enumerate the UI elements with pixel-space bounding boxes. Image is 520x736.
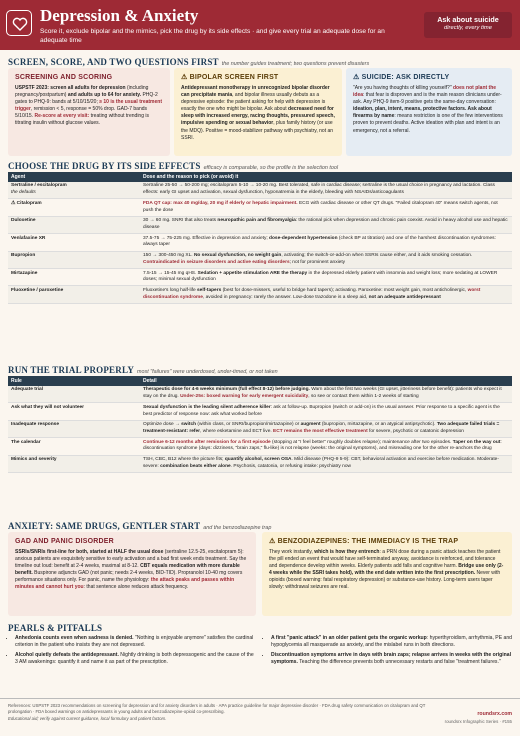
column-header: Detail bbox=[140, 376, 512, 386]
table-row: Mimics and severity TSH, CBC, B12 where the picture fits; quantify alcohol, screen OSA. Mild disease (PHQ-9 5-9): CBT, behavioral activation and exercise before medication. Moderate-severe: combination beats either alone. Psychosis, catatonia, or refusing intake: psychiatry now bbox=[8, 455, 512, 472]
callout-subtitle: directly, every time bbox=[444, 24, 492, 31]
table-row: ⚠ Citalopram FDA QT cap: max 40 mg/day, 20 mg if elderly or hepatic impairment. ECG with cardiac disease or other QT drugs. "Failed citalopram 40" means switch agents, not push the dose bbox=[8, 199, 512, 216]
page-title: Depression & Anxiety bbox=[40, 6, 199, 25]
warning-icon: ⚠ bbox=[11, 200, 17, 206]
page-header bbox=[0, 0, 520, 50]
table-row: Duloxetine 30 → 60 mg. SNRI that also treats neuropathic pain and fibromyalgia: the rational pick when depression and chronic pain coexist. Avoid in heavy alcohol use and hepatic disease bbox=[8, 216, 512, 233]
table-row: Adequate trial Therapeutic dose for 4-6 weeks minimum (full effect 8-12) before judging. Warn about the first two weeks (GI upset, jitteriness before benefit): patients who expect it stay on the drug. Under-25s: boxed warning for early emergent suicidality, so see or contact them within 1-2 weeks of starting bbox=[8, 386, 512, 403]
suicide-callout bbox=[424, 12, 512, 38]
section-trial-heading: RUN THE TRIAL PROPERLY most "failures" were underdosed, under-timed, or not taken bbox=[8, 365, 278, 375]
card-body: They work instantly, which is how they entrench: a PRN dose during a panic attack teaches the patient the pill ended an event that would have self-terminated anyway, avoidance is reinforced, and tolerance and dependence develop within weeks. Elderly patients add falls and cognitive harm. Bridge use only (2-4 weeks while the SSRI takes hold), with the end date written into the first prescription. Never with opioids (boxed warning: fatal respiratory depression) or substance-use history. Long-term users taper slowly: withdrawal seizures are real. bbox=[269, 548, 504, 591]
references: References: USPSTF 2023 recommendations on screening for depression and for anxiety disorders in adults · APA practice guideline for major depressive disorder · FDA drug safety communication on citalopram and QT prolongation · FDA boxed warnings on antidepressants in young adults and benzodiazepine-opioid co-prescribing. bbox=[8, 703, 426, 715]
card-gad-panic bbox=[8, 532, 256, 616]
card-title: ⚠ SUICIDE: ASK DIRECTLY bbox=[353, 74, 450, 81]
page-footer bbox=[0, 698, 520, 736]
disclaimer: Educational aid; verify against current guidance, local formulary and patient factors. bbox=[8, 715, 167, 721]
list-item: • Alcohol quietly defeats the antidepressant. Nightly drinking is both depressogenic and the cause of the 3 AM awakenings: quantify it and name it as part of the prescription. bbox=[15, 652, 256, 666]
card-screening bbox=[8, 68, 170, 156]
page-subtitle: Score it, exclude bipolar and the mimics, pick the drug by its side effects · and give every trial an adequate dose for an adequate time bbox=[40, 28, 385, 44]
heart-shield-icon bbox=[6, 10, 32, 36]
table-row: Sertraline / escitalopram the defaults Sertraline 25-50 → 50-200 mg; escitalopram 5-10 → 10-20 mg. Best tolerated, safe in cardiac disease; sertraline is the usual choice in pregnancy and lactation. Class effects: early GI upset and activation, sexual dysfunction, hyponatremia in the elderly, bleeding with NSAIDs/anticoagulants bbox=[8, 182, 512, 199]
callout-title: Ask about suicide bbox=[437, 15, 499, 24]
drug-table bbox=[8, 172, 512, 304]
table-row: Bupropion 150 → 300-450 mg XL. No sexual dysfunction, no weight gain, activating; the switch-or-add-on when SSRIs cause either, and it aids smoking cessation. Contraindicated in seizure disorders and active eating disorders; not for prominent anxiety bbox=[8, 251, 512, 268]
site-name: roundsrx.com bbox=[477, 711, 512, 717]
site-credit bbox=[445, 711, 512, 725]
trial-table bbox=[8, 376, 512, 473]
list-item: • A first "panic attack" in an older patient gets the organic workup: hyperthyroidism, arrhythmia, PE and hypoglycemia all masquerade as anxiety, and the mislabel runs in both directions. bbox=[271, 635, 512, 649]
table-header-row bbox=[8, 376, 512, 386]
warning-icon: ⚠ bbox=[181, 74, 190, 81]
warning-icon: ⚠ bbox=[269, 538, 278, 545]
table-row: Ask what they will not volunteer Sexual dysfunction is the leading silent adherence killer: ask at follow-up. Bupropion (switch or add-on) is the usual answer. Prior response to a specific agent is the best predictor of response now: ask what worked before bbox=[8, 403, 512, 420]
table-row: The calendar Continue 6-12 months after remission for a first episode (stopping at "I feel better" roughly doubles relapse); maintenance after two episodes. Taper on the way out: discontinuation syndrome (days: dizziness, "brain zaps," flu-like) is not relapse (weeks: the original symptoms), and misreading one for the other re-anchors the drug bbox=[8, 438, 512, 455]
section-anxiety-heading: ANXIETY: SAME DRUGS, GENTLER START and the benzodiazepine trap bbox=[8, 521, 272, 531]
table-header-row bbox=[8, 172, 512, 182]
card-title: ⚠ BIPOLAR SCREEN FIRST bbox=[181, 74, 279, 81]
card-benzodiazepines bbox=[262, 532, 512, 616]
card-body: Antidepressant monotherapy in unrecognized bipolar disorder can precipitate mania, and bipolar illness usually debuts as a depressive episode: the patient asking for help with depression is exactly the one who might be bipolar. Ask about decreased need for sleep with increased energy, racing thoughts, pressured speech, impulsive spending or sexual behavior, plus family history (or use the MDQ). Positive = mood-stabilizer pathway with psychiatry, not an SSRI. bbox=[181, 84, 335, 141]
list-item: • Discontinuation symptoms arrive in days with brain zaps; relapse arrives in weeks with the original symptoms. Teaching the difference prevents both unnecessary restarts and false "treatment failures." bbox=[271, 652, 512, 666]
series-label: roundsrx Infographic Series · #155 bbox=[444, 718, 512, 724]
pearls-list-right bbox=[264, 635, 512, 669]
section-screen-heading: SCREEN, SCORE, AND TWO QUESTIONS FIRST the number guides treatment; two questions prevent disasters bbox=[8, 57, 370, 67]
card-body: "Are you having thoughts of killing yourself?" does not plant the idea: that fear is disproven and is the main reason clinicians under-ask. Any PHQ-9 item-9 positive gets the same-day conversation: ideation, plan, intent, means, protective factors. Ask about firearms by name: means restriction is one of the few interventions proven to prevent deaths. Active ideation with plan and intent is an emergency, not a referral. bbox=[353, 84, 503, 134]
card-suicide bbox=[346, 68, 512, 156]
card-body: USPSTF 2023: screen all adults for depression (including pregnancy/postpartum) and adults up to 64 for anxiety. PHQ-2 gates to PHQ-9: bands at 5/10/15/20; ≥ 10 is the usual treatment trigger, remission < 5, response = 50% drop. GAD-7 bands 5/10/15. Re-score at every visit: treating without trending is titrating insulin without glucose values. bbox=[15, 84, 162, 127]
card-title: ⚠ BENZODIAZEPINES: THE IMMEDIACY IS THE TRAP bbox=[269, 538, 459, 545]
card-body: SSRIs/SNRIs first-line for both, started at HALF the usual dose (sertraline 12.5-25, escitalopram 5): anxious patients are exquisitely sensitive to early activation and a bad first week ends treatment. Say the timeline out loud: benefit at 2-4 weeks, maximal at 8-12. CBT equals medication with more durable benefit. Buspirone adjuncts GAD (not panic; needs 2-4 weeks, BID-TID). Propranolol 10-40 mg covers performance situations only. For panic, name the physiology: the attack peaks and passes within minutes and cannot hurt you: that sentence alone reduces attack frequency. bbox=[15, 548, 247, 591]
table-row: Inadequate response Optimize dose → switch (within class, or SNRI/bupropion/mirtazapine) or augment (bupropion, mirtazapine, or an atypical antipsychotic). Two adequate failed trials = treatment-resistant: refer, where esketamine and ECT live. ECT remains the most effective treatment for severe, psychotic or catatonic depression bbox=[8, 420, 512, 437]
pearls-list-left bbox=[8, 635, 256, 669]
column-header: Rule bbox=[8, 376, 140, 386]
card-title: SCREENING AND SCORING bbox=[15, 74, 113, 81]
table-row: Fluoxetine / paroxetine Fluoxetine's long half-life self-tapers (best for dose-missers, useful to bridge hard tapers); activating. Paroxetine: most weight gain, most anticholinergic, worst discontinuation syndrome, avoided in pregnancy: rarely the answer. Low-dose trazodone is a sleep aid, not an adequate antidepressant bbox=[8, 286, 512, 303]
warning-icon: ⚠ bbox=[353, 74, 362, 81]
section-pearls-heading: PEARLS & PITFALLS bbox=[8, 623, 103, 633]
list-item: • Anhedonia counts even when sadness is denied. "Nothing is enjoyable anymore" satisfies the cardinal criterion in the patient who insists they are not depressed. bbox=[15, 635, 256, 649]
table-row: Mirtazapine 7.5-15 → 15-45 mg qHS. Sedation + appetite stimulation ARE the therapy in the depressed elderly patient with insomnia and weight loss; more sedating at LOWER doses; minimal sexual dysfunction bbox=[8, 268, 512, 285]
table-row: Venlafaxine XR 37.5-75 → 75-225 mg. Effective in depression and anxiety; dose-dependent hypertension (check BP at titration) and one of the harshest discontinuation syndromes: always taper bbox=[8, 234, 512, 251]
column-header: Agent bbox=[8, 172, 140, 182]
column-header: Dose and the reason to pick (or avoid) it bbox=[140, 172, 512, 182]
section-drug-heading: CHOOSE THE DRUG BY ITS SIDE EFFECTS efficacy is comparable, so the profile is the selection tool bbox=[8, 161, 339, 171]
card-title: GAD AND PANIC DISORDER bbox=[15, 538, 114, 545]
card-bipolar bbox=[174, 68, 342, 156]
